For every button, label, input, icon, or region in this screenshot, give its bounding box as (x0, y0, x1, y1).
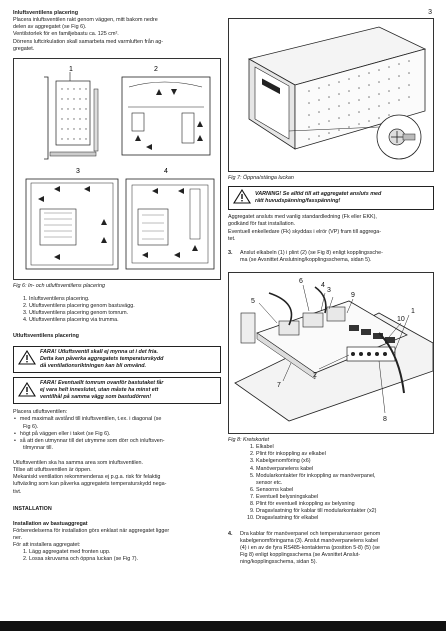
text-line: Detta kan påverka aggregatets temperaturskydd (40, 355, 164, 362)
text-line: (4) i en av de fyra RS485-kontakterna (position 5-8) (5) (se (240, 544, 380, 551)
connection-text (228, 214, 434, 243)
text-line: Mekaniskt ventilation rekommenderas ej p.g.a. risk för felaktig (13, 474, 161, 481)
text-line: ning/kopplingsschema, sidan 5). (240, 559, 318, 565)
text-line: Tillse att utluftsventilen är öppen. (13, 467, 92, 474)
text-line: då ventilationsriktningen kan bli omvänd. (40, 362, 147, 369)
text-line: Aggregatet ansluts med vanlig standardledning (Fk eller EKK), (228, 214, 377, 221)
text-line: Utluftsventilen ska ha samma area som inluftsventilen. (13, 460, 144, 466)
text-line: tet. (228, 235, 236, 242)
list-item: 2. Utluftsventilens placering genom bastuvägg. (29, 303, 221, 310)
fig6-panel-label: 1 (69, 65, 73, 73)
warning-icon (18, 382, 40, 400)
text-line: kabelgenomföringarna (3). Anslut manöverpanelens kabel (240, 537, 379, 544)
step-4 (228, 531, 434, 567)
fig8-callout: 3 (327, 287, 331, 294)
fig8-callout: 1 (411, 308, 415, 315)
left-column (13, 10, 221, 564)
text-line: Förberedelserna för installation görs enklast när aggregatet ligger (13, 527, 170, 534)
intake-heading: Inluftsventilens placering (13, 10, 79, 16)
right-column (228, 10, 434, 566)
text-line: godkänd för fast installation. (228, 221, 296, 228)
list-item: 8. Plint för eventuell inkoppling av belysning (256, 501, 434, 508)
placement-list (13, 416, 221, 452)
figure-6-drawing (14, 59, 220, 277)
figure-6-list (13, 296, 221, 325)
installation-text (13, 528, 221, 549)
text-line: Dra kablar för manöverpanel och temperatursensor genom (240, 530, 381, 537)
exhaust-heading: Utluftsventilens placering (13, 333, 79, 340)
installation-steps (13, 549, 221, 563)
intake-text (13, 17, 221, 53)
list-item: 3. Utluftsventilens placering genom tomrum. (29, 310, 221, 317)
list-item: 1. Inluftsventilens placering. (29, 296, 221, 303)
list-item: 3. Kabelgenomföring (x6) (256, 458, 434, 465)
footer-bar (0, 621, 446, 631)
text-line: ventilhål på samma vägg som bastudörren! (40, 394, 152, 401)
text-line: För att installera aggregatet: (13, 542, 81, 549)
text-line: Placera inluftsventilen rakt genom väggen, mitt bakom nedre (13, 17, 158, 24)
text-line: Eventuell enkelledare (Fk) skyddas i elrör (VP) fram till aggrega- (228, 228, 382, 235)
figure-6-caption: Fig 6: In- och utluftsventilens placering (13, 282, 105, 289)
fig6-panel-label: 4 (164, 167, 168, 175)
fig8-callout: 2 (313, 372, 317, 379)
fig8-callout: 8 (383, 416, 387, 423)
figure-8-list (228, 444, 434, 522)
text-line: rätt huvudspänning/fasspänning! (255, 198, 341, 205)
figure-7-caption: Fig 7: Öppna/stänga luckan (228, 175, 294, 181)
fig6-panel-label: 2 (154, 65, 158, 73)
installation-heading: INSTALLATION (13, 505, 52, 512)
area-text (13, 460, 221, 496)
figure-7 (228, 18, 434, 172)
warning-box (228, 186, 434, 210)
fig8-callout: 4 (321, 282, 325, 289)
list-item: • högt på väggen eller i taket (se Fig 6). (23, 431, 221, 438)
figure-7-drawing (229, 19, 433, 169)
figure-8-caption: Fig 8: Kretskortet (228, 437, 270, 443)
installation-subheading: Installation av bastuaggregat (13, 520, 88, 527)
danger-text (40, 380, 163, 401)
fig8-callout: 10 (397, 316, 405, 323)
fig8-callout: 9 (351, 292, 355, 299)
text-line: Dörrens luftcirkulation skall samarbeta med varmluften från ag- (13, 38, 164, 45)
list-item: 1. Elkabel (256, 444, 434, 451)
warning-icon (233, 189, 255, 207)
list-item: 1. Lägg aggregatet med fronten upp. (29, 549, 221, 556)
step-3 (228, 250, 434, 264)
step-number: 4. (228, 530, 233, 537)
list-item: 2. Plint för inkoppling av elkabel (256, 451, 434, 458)
figure-8 (228, 272, 434, 434)
danger-text (40, 349, 163, 370)
text-line: ma (se Avsnittet Anslutning/kopplingsschema, sidan 5). (240, 256, 372, 263)
text-line: gregatet. (13, 45, 35, 52)
step-number: 3. (228, 249, 233, 256)
text-line: luftväxling som kan påverka aggregatets temperaturskydd nega- (13, 481, 167, 488)
text-line: ner. (13, 535, 22, 541)
text-line: VARNING! Se alltid till att aggregatet ansluts med (255, 191, 382, 198)
text-line: delen av aggregatet (se Fig 6). (13, 24, 87, 31)
text-line: ej vara helt inneslutet, utan måste ha minst ett (40, 387, 159, 393)
fig8-callout: 7 (277, 382, 281, 389)
list-item: 10. Dragavlastning för elkabel (256, 515, 434, 522)
fig8-callout: 5 (251, 298, 255, 305)
list-item: • så att den utmynnar till det utrymme som dörr och inluftsven- tilmynnar till. (23, 438, 221, 452)
list-item: 9. Dragavlastning för kablar till modularkontakter (x2) (256, 508, 434, 515)
page-number: 3 (428, 9, 432, 16)
danger-box-1 (13, 346, 221, 373)
warning-icon (18, 350, 40, 368)
placement-intro: Placera utluftsventilen: (13, 409, 68, 416)
list-item: 4. Manöverpanelens kabel (256, 466, 434, 473)
text-line: FARA! Eventuellt tomrum ovanför bastutaket får (40, 379, 164, 386)
list-item: 7. Eventuell belysningskabel (256, 494, 434, 501)
text-line: tivt. (13, 488, 22, 495)
figure-6 (13, 58, 221, 280)
list-item: 5. Modularkontakter för inkoppling av manöverpanel, sensor etc. (256, 473, 434, 487)
list-item: 6. Sensorns kabel (256, 487, 434, 494)
warning-text (255, 191, 381, 205)
figure-8-drawing (229, 273, 433, 431)
text-line: FARA! Utluftsventil skall ej mynna ut i det fria. (40, 348, 159, 355)
list-item: 2. Lossa skruvarna och öppna luckan (se Fig 7). (29, 556, 221, 563)
list-item: 4. Utluftsventilens placering via trumma. (29, 317, 221, 324)
text-line: Ventilstorlek för en familjebastu ca. 125 cm². (13, 31, 119, 38)
fig8-callout: 6 (299, 278, 303, 285)
list-item: • med maximalt avstånd till inluftsventilen, t.ex. i diagonal (se Fig 6). (23, 416, 221, 430)
danger-box-2 (13, 377, 221, 404)
text-line: Anslut elkabeln (1) i plint (2) (se Fig 8) enligt kopplingssche- (240, 249, 383, 256)
text-line: Fig 8) enligt kopplingsschema (se Avsnittet Anslut- (240, 551, 361, 558)
fig6-panel-label: 3 (76, 167, 80, 175)
